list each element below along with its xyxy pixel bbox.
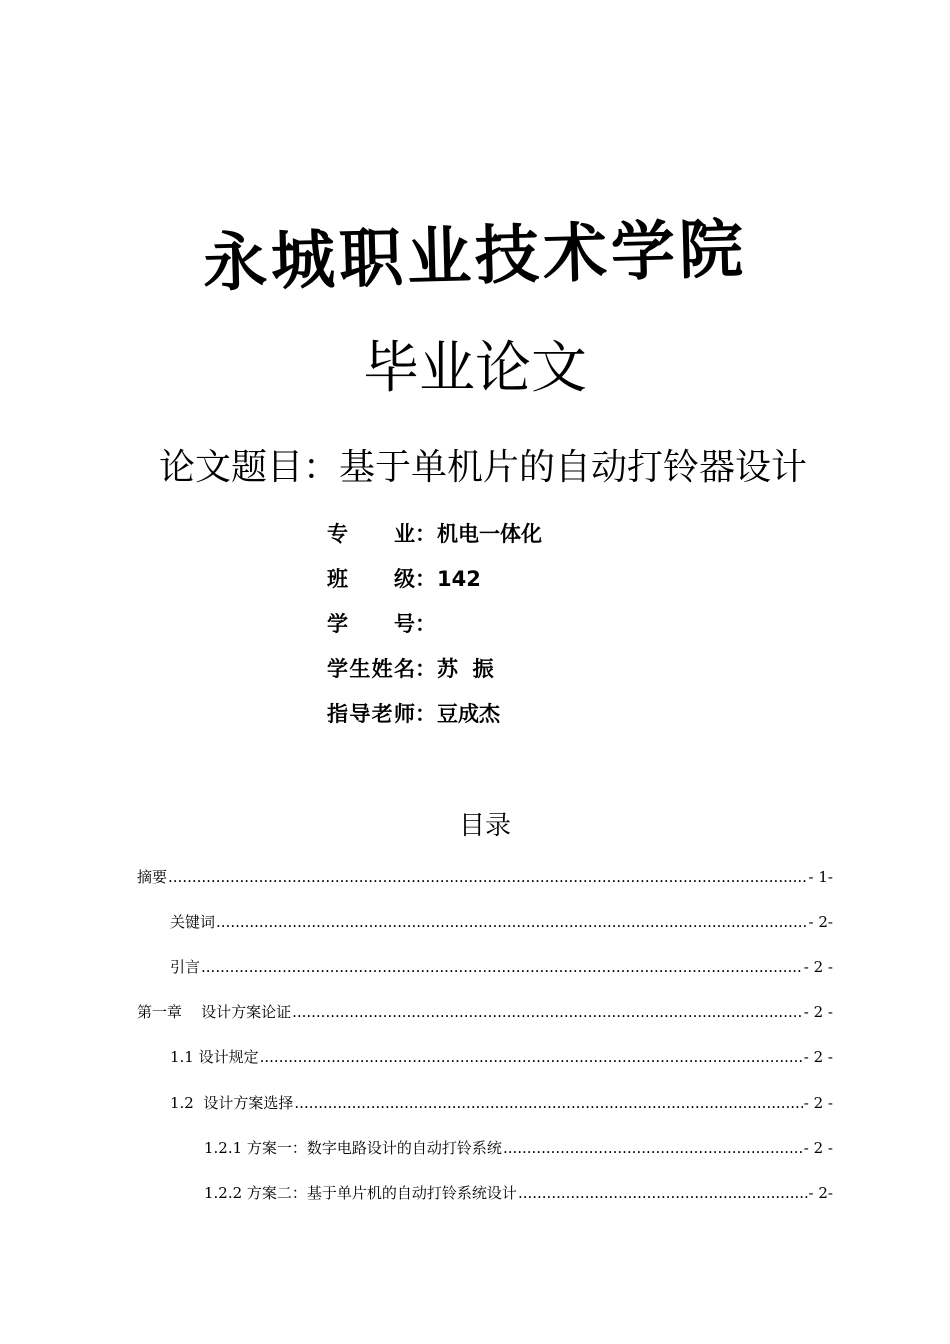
info-value-class: 142: [437, 567, 481, 591]
info-value-advisor: 豆成杰: [437, 702, 500, 726]
info-colon: ：: [415, 522, 436, 546]
info-colon: ：: [415, 567, 436, 591]
toc-entry[interactable]: [170, 1042, 833, 1072]
toc-entry-text: 引言: [170, 958, 201, 976]
toc-entry-page: - 2-: [808, 913, 833, 931]
toc-entry-text: 关键词: [170, 913, 216, 931]
info-row-major: [327, 515, 542, 560]
toc-leader-dots: [201, 952, 803, 982]
college-name: 永城职业技术学院: [202, 211, 748, 302]
toc-entry-text: 1.2.2 方案二：基于单片机的自动打铃系统设计: [204, 1184, 517, 1202]
info-row-class: [327, 560, 542, 605]
toc-entry[interactable]: [170, 1088, 833, 1118]
info-label: 班级: [327, 567, 415, 591]
thesis-title: 论文题目：基于单机片的自动打铃器设计: [158, 447, 807, 488]
toc-leader-dots: [168, 862, 808, 892]
toc-entry-page: - 2-: [808, 1184, 833, 1202]
info-row-advisor: [327, 695, 542, 740]
info-label: 指导老师: [327, 702, 415, 726]
toc-leader-dots: [216, 907, 808, 937]
toc-entry-page: - 2 -: [803, 1003, 833, 1021]
toc-entry[interactable]: [137, 997, 833, 1027]
toc-entry-page: - 2 -: [803, 1139, 833, 1157]
info-colon: ：: [415, 612, 436, 636]
info-label: 专业: [327, 522, 415, 546]
toc-leader-dots: [518, 1178, 808, 1208]
toc-entry-page: - 1-: [808, 868, 833, 886]
toc-entry-text: 1.2.1 方案一：数字电路设计的自动打铃系统: [204, 1139, 502, 1157]
toc-entry[interactable]: [204, 1178, 833, 1208]
info-label: 学生姓名: [327, 657, 415, 681]
info-colon: ：: [415, 702, 436, 726]
info-label: 学号: [327, 612, 415, 636]
student-info: [327, 515, 542, 740]
toc-entry[interactable]: [204, 1133, 833, 1163]
toc-entry[interactable]: [137, 862, 833, 892]
info-value-major: 机电一体化: [437, 522, 542, 546]
toc-leader-dots: [503, 1133, 803, 1163]
toc-entry-text: 1.2 设计方案选择: [170, 1094, 294, 1112]
toc-entry-page: - 2 -: [803, 1094, 833, 1112]
toc-entry-text: 第一章 设计方案论证: [137, 1003, 292, 1021]
toc-entry-page: - 2 -: [803, 1048, 833, 1066]
info-row-student-name: [327, 650, 542, 695]
info-colon: ：: [415, 657, 436, 681]
toc-entry[interactable]: [170, 952, 833, 982]
toc-entry[interactable]: [170, 907, 833, 937]
toc-entry-page: - 2 -: [803, 958, 833, 976]
info-value-student-name: 苏 振: [437, 657, 494, 681]
toc-heading: 目录: [458, 811, 511, 841]
toc-leader-dots: [294, 1088, 802, 1118]
toc-entry-text: 摘要: [137, 868, 168, 886]
toc-leader-dots: [292, 997, 803, 1027]
info-row-student-id: [327, 605, 542, 650]
thesis-label: 毕业论文: [363, 336, 587, 401]
toc-entry-text: 1.1 设计规定: [170, 1048, 259, 1066]
toc-leader-dots: [260, 1042, 803, 1072]
